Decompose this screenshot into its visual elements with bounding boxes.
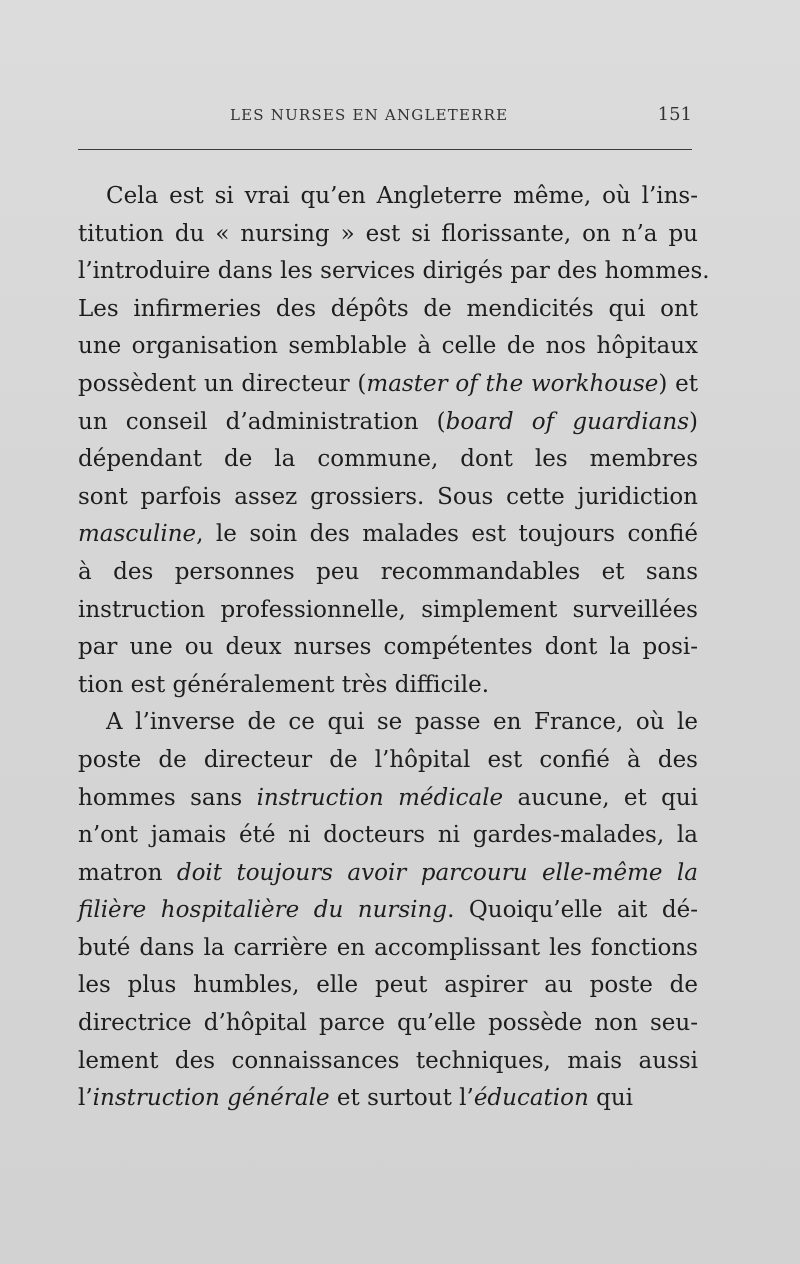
text-line (78, 1080, 698, 1118)
text-segment: et surtout l’ (329, 1085, 474, 1112)
text-line (78, 667, 698, 705)
text-line (78, 1043, 698, 1081)
text-segment: sont parfois assez grossiers. Sous cette juridiction (78, 483, 698, 510)
text-segment: . Quoiqu’elle ait dé- (447, 897, 698, 924)
text-segment: Cela est si vrai qu’en Angleterre même, où l’ins- (106, 183, 698, 209)
italic-segment: doit toujours avoir parcouru elle-même la (176, 859, 698, 886)
paragraph (78, 178, 710, 704)
text-line (78, 817, 698, 855)
text-line (78, 629, 698, 667)
text-segment: par une ou deux nurses compétentes dont la posi- (78, 634, 698, 661)
italic-segment: instruction générale (92, 1085, 330, 1112)
text-line (78, 479, 698, 517)
text-line (78, 967, 698, 1005)
text-line (78, 253, 710, 291)
text-line (78, 178, 698, 216)
text-segment: dépendant de la commune, dont les membres (78, 446, 698, 473)
text-line (78, 704, 698, 742)
text-segment: hommes sans (78, 784, 257, 811)
text-line (78, 328, 698, 366)
text-line (78, 930, 698, 968)
text-segment: titution du « nursing » est si florissante, on n’a pu (78, 220, 698, 247)
text-segment: , le soin des malades est toujours confié (196, 521, 698, 548)
text-line (78, 216, 698, 254)
text-line (78, 742, 698, 780)
text-segment: lement des connaissances techniques, mais aussi (78, 1047, 698, 1074)
text-segment: directrice d’hôpital parce qu’elle possède non seu- (78, 1010, 698, 1037)
text-line (78, 404, 698, 442)
text-line (78, 592, 698, 630)
text-segment: Les infirmeries des dépôts de mendicités qui ont (78, 295, 698, 322)
italic-segment: masculine (78, 521, 197, 548)
italic-segment: éducation (473, 1085, 589, 1112)
text-segment: l’introduire dans les services dirigés par des hommes. (78, 258, 710, 285)
text-segment: tion est généralement très difficile. (78, 671, 490, 698)
text-segment: à des personnes peu recommandables et sans (78, 558, 698, 585)
text-line (78, 1005, 698, 1043)
text-segment: buté dans la carrière en accomplissant les fonctions (78, 934, 698, 961)
italic-segment: instruction médicale (256, 784, 504, 811)
body-text (78, 178, 710, 1118)
text-segment: ) (689, 408, 698, 435)
text-segment: poste de directeur de l’hôpital est confié à des (78, 746, 698, 773)
text-line (78, 366, 698, 404)
text-segment: l’ (78, 1085, 93, 1112)
text-segment: instruction professionnelle, simplement surveillées (78, 596, 698, 623)
text-line (78, 855, 698, 893)
text-line (78, 291, 698, 329)
text-segment: A l’inverse de ce qui se passe en France, où le (106, 709, 698, 736)
page-header (78, 106, 696, 130)
italic-segment: board of guardians (445, 408, 689, 435)
text-segment: aucune, et qui (503, 784, 699, 811)
text-segment: une organisation semblable à celle de nos hôpitaux (78, 333, 698, 360)
text-line (78, 516, 698, 554)
italic-segment: master of the workhouse (366, 370, 659, 397)
italic-segment: filière hospitalière du nursing (78, 897, 448, 924)
text-segment: possèdent un directeur ( (78, 370, 367, 397)
paragraph (78, 704, 698, 1118)
text-line (78, 780, 698, 818)
text-segment: les plus humbles, elle peut aspirer au poste de (78, 972, 698, 999)
text-segment: un conseil d’administration ( (78, 408, 446, 435)
text-segment: n’ont jamais été ni docteurs ni gardes-malades, la (78, 822, 698, 849)
text-segment: qui (588, 1085, 634, 1112)
text-line (78, 554, 698, 592)
text-line (78, 892, 698, 930)
page-number: 151 (657, 104, 692, 125)
text-segment: matron (78, 859, 177, 886)
text-line (78, 441, 698, 479)
running-title: LES NURSES EN ANGLETERRE (230, 106, 509, 124)
text-segment: ) et (658, 370, 698, 397)
header-rule (78, 149, 692, 150)
